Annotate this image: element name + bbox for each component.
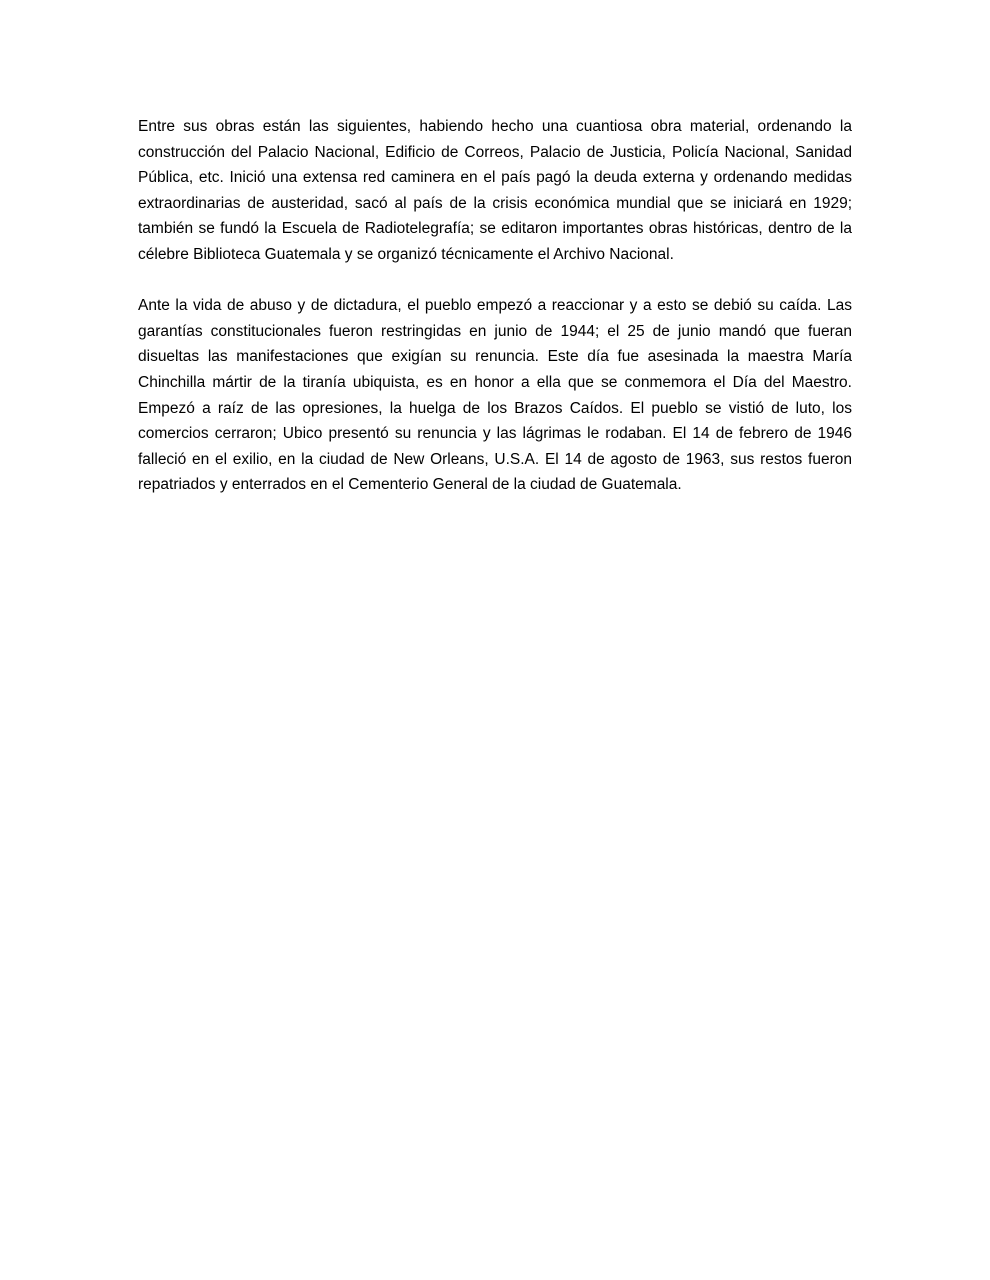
- paragraph-obras: Entre sus obras están las siguientes, habiendo hecho una cuantiosa obra material, ordenando la construcción del Palacio Nacional, Edificio de Correos, Palacio de Justicia, Policía Nacional, Sanidad Pública, etc. Inició una extensa red caminera en el país pagó la deuda externa y ordenando medidas extraordinarias de austeridad, sacó al país de la crisis económica mundial que se iniciará en 1929; también se fundó la Escuela de Radiotelegrafía; se editaron importantes obras históricas, dentro de la célebre Biblioteca Guatemala y se organizó técnicamente el Archivo Nacional.: [138, 118, 852, 263]
- paragraph-caida: Ante la vida de abuso y de dictadura, el pueblo empezó a reaccionar y a esto se debió su caída. Las garantías constitucionales fueron restringidas en junio de 1944; el 25 de junio mandó que fueran disueltas las manifestaciones que exigían su renuncia. Este día fue asesinada la maestra María Chinchilla mártir de la tiranía ubiquista, es en honor a ella que se conmemora el Día del Maestro. Empezó a raíz de las opresiones, la huelga de los Brazos Caídos. El pueblo se vistió de luto, los comercios cerraron; Ubico presentó su renuncia y las lágrimas le rodaban. El 14 de febrero de 1946 falleció en el exilio, en la ciudad de New Orleans, U.S.A. El 14 de agosto de 1963, sus restos fueron repatriados y enterrados en el Cementerio General de la ciudad de Guatemala.: [138, 297, 852, 494]
- document-body: [138, 114, 852, 498]
